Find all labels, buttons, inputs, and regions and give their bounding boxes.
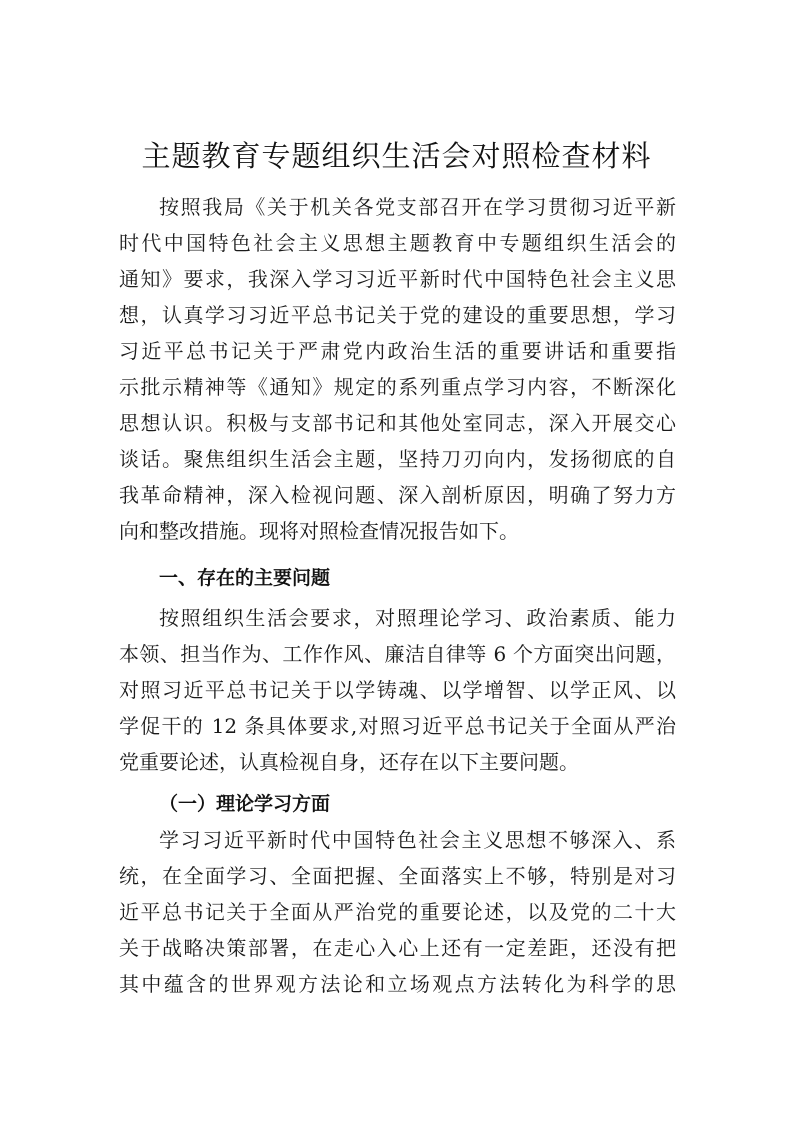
intro-line-4: 想，认真学习习近平总书记关于党的建设的重要思想，学习 xyxy=(119,303,676,327)
intro-line-5: 习近平总书记关于严肃党内政治生活的重要讲话和重要指 xyxy=(119,339,676,363)
subsection-heading-theory: （一）理论学习方面 xyxy=(159,793,331,815)
document-title: 主题教育专题组织生活会对照检查材料 xyxy=(141,139,652,173)
section1-line-2: 本领、担当作为、工作作风、廉洁自律等 6 个方面突出问题， xyxy=(119,642,676,666)
section1-line-4: 学促干的 12 条具体要求,对照习近平总书记关于全面从严治 xyxy=(119,714,676,738)
intro-line-6: 示批示精神等《通知》规定的系列重点学习内容，不断深化 xyxy=(119,375,676,399)
intro-line-3: 通知》要求，我深入学习习近平新时代中国特色社会主义思 xyxy=(119,267,676,291)
section1-line-5: 党重要论述，认真检视自身，还存在以下主要问题。 xyxy=(119,750,579,774)
subsection1-line-2: 统，在全面学习、全面把握、全面落实上不够，特别是对习 xyxy=(119,864,676,888)
section1-line-3: 对照习近平总书记关于以学铸魂、以学增智、以学正风、以 xyxy=(119,678,676,702)
section-heading-problems: 一、存在的主要问题 xyxy=(159,567,331,589)
intro-line-1: 按照我局《关于机关各党支部召开在学习贯彻习近平新 xyxy=(159,195,676,219)
intro-line-8: 谈话。聚焦组织生活会主题，坚持刀刃向内，发扬彻底的自 xyxy=(119,447,676,471)
intro-line-2: 时代中国特色社会主义思想主题教育中专题组织生活会的 xyxy=(119,231,676,255)
intro-line-10: 向和整改措施。现将对照检查情况报告如下。 xyxy=(119,519,519,543)
intro-line-7: 思想认识。积极与支部书记和其他处室同志，深入开展交心 xyxy=(119,411,676,435)
subsection1-line-4: 关于战略决策部署，在走心入心上还有一定差距，还没有把 xyxy=(119,936,676,960)
section1-line-1: 按照组织生活会要求，对照理论学习、政治素质、能力 xyxy=(159,606,676,630)
subsection1-line-3: 近平总书记关于全面从严治党的重要论述，以及党的二十大 xyxy=(119,900,676,924)
subsection1-line-5: 其中蕴含的世界观方法论和立场观点方法转化为科学的思 xyxy=(119,972,676,996)
subsection1-line-1: 学习习近平新时代中国特色社会主义思想不够深入、系 xyxy=(159,828,676,852)
intro-line-9: 我革命精神，深入检视问题、深入剖析原因，明确了努力方 xyxy=(119,483,676,507)
